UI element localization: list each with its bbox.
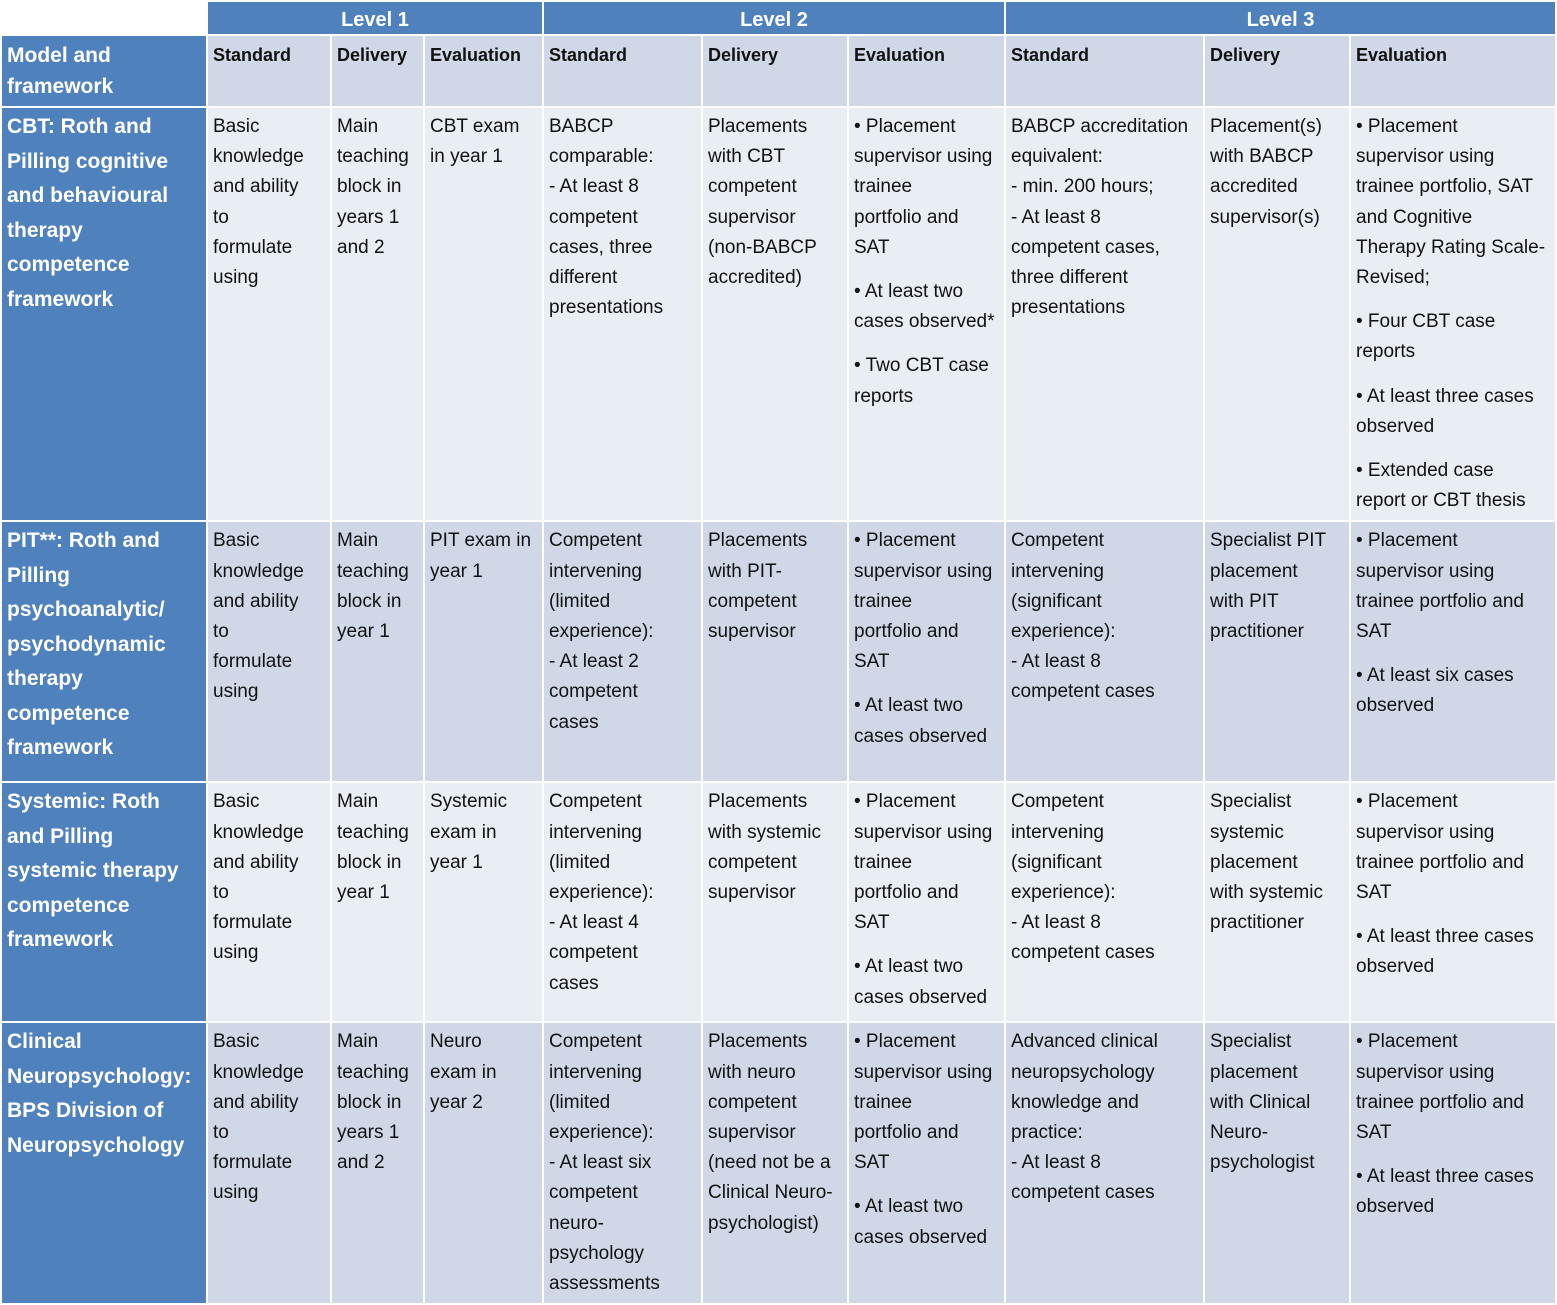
l3-evaluation-cell	[1351, 783, 1555, 1021]
l2-evaluation-cell	[849, 108, 1004, 520]
l1-delivery-header: Delivery	[332, 36, 423, 106]
level-header-row	[2, 2, 1555, 34]
bullet-item: • Four CBT case reports	[1356, 311, 1496, 363]
l2-evaluation-cell	[849, 522, 1004, 781]
column-header-row	[2, 36, 1555, 106]
l1-standard-cell: Basic knowledge and ability to formulate using	[208, 108, 330, 520]
l2-delivery-header: Delivery	[703, 36, 847, 106]
l1-delivery-cell: Main teaching block in year 1	[332, 522, 423, 781]
l3-evaluation-cell	[1351, 522, 1555, 781]
l3-standard-cell: Advanced clinical neuropsychology knowledge and practice: - At least 8 competent cases	[1006, 1023, 1203, 1303]
level-2-header: Level 2	[544, 2, 1004, 34]
l2-delivery-cell: Placements with CBT competent supervisor (non-BABCP accredited)	[703, 108, 847, 520]
l2-standard-cell: Competent intervening (limited experience): - At least six competent neuro- psychology assessments	[544, 1023, 701, 1303]
l2-delivery-cell: Placements with neuro competent supervisor (need not be a Clinical Neuro- psychologist)	[703, 1023, 847, 1303]
bullet-item: • At least three cases observed	[1356, 385, 1534, 437]
bullet-item: • Placement supervisor using trainee portfolio and SAT	[854, 791, 993, 934]
bullet-item: • Extended case report or CBT thesis	[1356, 460, 1526, 512]
model-framework-header: Model and framework	[2, 36, 206, 106]
l1-delivery-cell: Main teaching block in years 1 and 2	[332, 108, 423, 520]
bullet-item: • Placement supervisor using trainee portfolio and SAT	[854, 116, 993, 258]
bullet-item: • Placement supervisor using trainee portfolio and SAT	[1356, 1031, 1524, 1144]
l1-delivery-cell: Main teaching block in years 1 and 2	[332, 1023, 423, 1303]
l2-standard-cell: Competent intervening (limited experience): - At least 2 competent cases	[544, 522, 701, 781]
bullet-item: • At least two cases observed	[854, 956, 988, 1008]
l3-evaluation-header: Evaluation	[1351, 36, 1555, 106]
l2-evaluation-header: Evaluation	[849, 36, 1004, 106]
model-cell: Clinical Neuropsychology: BPS Division of Neuropsychology	[2, 1023, 206, 1303]
level-1-header: Level 1	[208, 2, 542, 34]
level-3-header: Level 3	[1006, 2, 1555, 34]
model-cell: Systemic: Roth and Pilling systemic therapy competence framework	[2, 783, 206, 1021]
l1-evaluation-cell: Neuro exam in year 2	[425, 1023, 542, 1303]
l1-delivery-cell: Main teaching block in year 1	[332, 783, 423, 1021]
l3-evaluation-cell	[1351, 108, 1555, 520]
l2-standard-header: Standard	[544, 36, 701, 106]
l1-standard-header: Standard	[208, 36, 330, 106]
l1-evaluation-cell: CBT exam in year 1	[425, 108, 542, 520]
l2-delivery-cell: Placements with systemic competent supervisor	[703, 783, 847, 1021]
bullet-item: • At least two cases observed	[854, 695, 988, 747]
bullet-item: • At least two cases observed*	[854, 281, 995, 333]
table-row-neuropsychology	[2, 1023, 1555, 1303]
l3-evaluation-cell	[1351, 1023, 1555, 1303]
l1-evaluation-cell: PIT exam in year 1	[425, 522, 542, 781]
table-row-cbt	[2, 108, 1555, 520]
l3-delivery-header: Delivery	[1205, 36, 1349, 106]
l2-evaluation-cell	[849, 783, 1004, 1021]
bullet-item: • At least two cases observed	[854, 1196, 988, 1248]
l3-delivery-cell: Specialist placement with Clinical Neuro- psychologist	[1205, 1023, 1349, 1303]
table-row-systemic	[2, 783, 1555, 1021]
l1-evaluation-header: Evaluation	[425, 36, 542, 106]
l1-evaluation-cell: Systemic exam in year 1	[425, 783, 542, 1021]
l3-standard-cell: Competent intervening (significant experience): - At least 8 competent cases	[1006, 783, 1203, 1021]
bullet-item: • Placement supervisor using trainee portfolio and SAT	[1356, 530, 1524, 643]
l3-standard-cell: BABCP accreditation equivalent: - min. 200 hours; - At least 8 competent cases, three different presentations	[1006, 108, 1203, 520]
model-cell: PIT**: Roth and Pilling psychoanalytic/ psychodynamic therapy competence framework	[2, 522, 206, 781]
bullet-item: • Two CBT case reports	[854, 355, 989, 407]
table-row-pit	[2, 522, 1555, 781]
bullet-item: • Placement supervisor using trainee portfolio and SAT	[854, 530, 993, 673]
l2-standard-cell: BABCP comparable: - At least 8 competent cases, three different presentations	[544, 108, 701, 520]
l2-evaluation-cell	[849, 1023, 1004, 1303]
l3-delivery-cell: Placement(s) with BABCP accredited supervisor(s)	[1205, 108, 1349, 520]
corner-cell	[2, 2, 206, 34]
l1-standard-cell: Basic knowledge and ability to formulate using	[208, 1023, 330, 1303]
l2-delivery-cell: Placements with PIT- competent supervisor	[703, 522, 847, 781]
l3-delivery-cell: Specialist PIT placement with PIT practitioner	[1205, 522, 1349, 781]
bullet-item: • Placement supervisor using trainee portfolio and SAT	[1356, 791, 1524, 904]
model-cell: CBT: Roth and Pilling cognitive and behavioural therapy competence framework	[2, 108, 206, 520]
l1-standard-cell: Basic knowledge and ability to formulate using	[208, 783, 330, 1021]
l1-standard-cell: Basic knowledge and ability to formulate using	[208, 522, 330, 781]
bullet-item: • Placement supervisor using trainee portfolio and SAT	[854, 1031, 993, 1174]
bullet-item: • At least six cases observed	[1356, 665, 1514, 717]
l2-standard-cell: Competent intervening (limited experience): - At least 4 competent cases	[544, 783, 701, 1021]
l3-standard-cell: Competent intervening (significant experience): - At least 8 competent cases	[1006, 522, 1203, 781]
bullet-item: • Placement supervisor using trainee portfolio, SAT and Cognitive Therapy Rating Scale- Revised;	[1356, 116, 1546, 289]
l3-delivery-cell: Specialist systemic placement with systemic practitioner	[1205, 783, 1349, 1021]
bullet-item: • At least three cases observed	[1356, 926, 1534, 978]
bullet-item: • At least three cases observed	[1356, 1166, 1534, 1218]
l3-standard-header: Standard	[1006, 36, 1203, 106]
